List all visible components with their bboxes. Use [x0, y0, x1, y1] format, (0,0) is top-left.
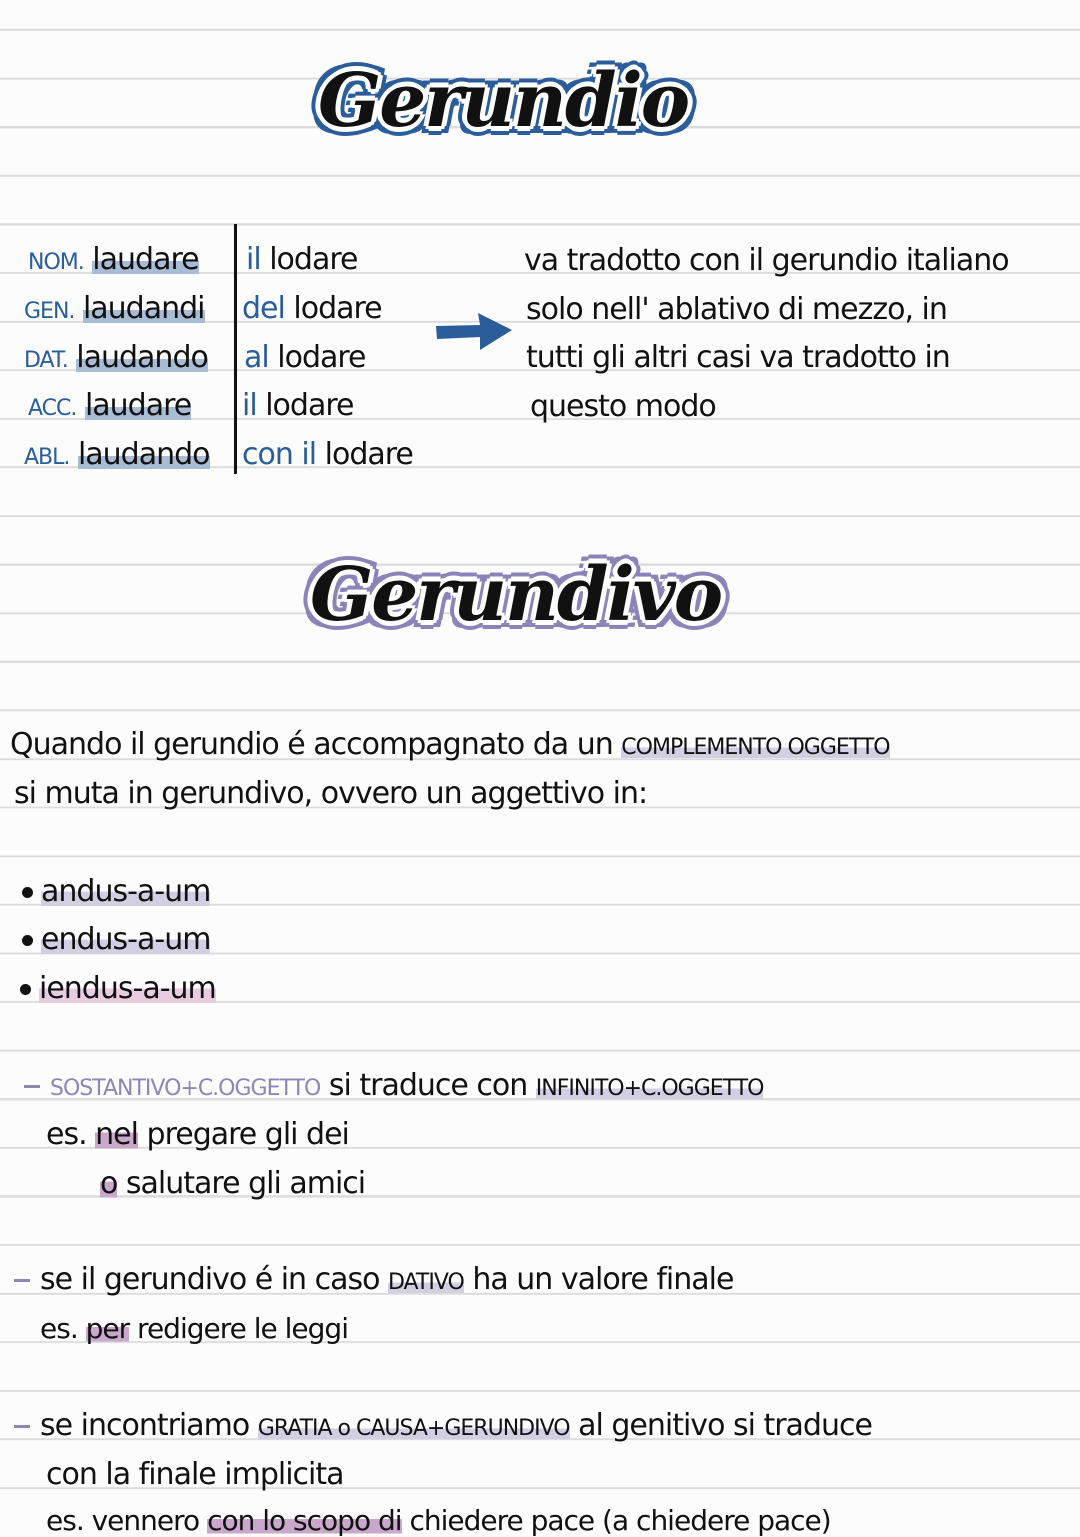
note-line: solo nell' ablativo di mezzo, in: [526, 292, 947, 327]
gerundivo-title: Gerundivo: [310, 552, 722, 638]
table-row: [28, 388, 191, 423]
table-row-italian: [242, 388, 353, 423]
example-highlight: per: [85, 1312, 130, 1345]
table-row: [24, 437, 210, 472]
example-text: pregare gli dei: [146, 1117, 349, 1152]
italian-verb: lodare: [324, 437, 413, 472]
rule-1-example-2: [100, 1166, 365, 1201]
table-row: [24, 340, 208, 375]
italian-verb: lodare: [293, 291, 382, 326]
rule-text: se il gerundivo é in caso: [40, 1262, 380, 1297]
note-line: va tradotto con il gerundio italiano: [524, 243, 1009, 278]
italian-article: il: [246, 242, 261, 277]
note-line: questo modo: [530, 389, 716, 424]
case-label: GEN.: [24, 299, 75, 324]
example-highlight: o: [100, 1166, 118, 1201]
ending-text: andus-a-um: [41, 874, 211, 909]
latin-form: laudando: [76, 340, 208, 375]
rule-2: [14, 1262, 733, 1297]
italian-article: al: [244, 340, 269, 375]
latin-form: laudare: [92, 242, 199, 277]
intro-line-2: si muta in gerundivo, ovvero un aggettivo in:: [14, 776, 648, 811]
table-row: [24, 291, 205, 326]
right-arrow-icon: [434, 310, 514, 356]
example-label: es.: [46, 1117, 87, 1152]
italian-verb: lodare: [265, 388, 354, 423]
intro-text: Quando il gerundio é accompagnato da un: [10, 727, 613, 762]
rule-highlight: INFINITO+C.OGGETTO: [535, 1076, 764, 1101]
dash-icon: [14, 1279, 30, 1282]
latin-form: laudando: [77, 437, 210, 472]
table-row-italian: [246, 242, 357, 277]
table-row: [28, 242, 199, 277]
rule-1-example: [46, 1117, 349, 1152]
example-label: es. vennero: [46, 1504, 200, 1537]
italian-article: del: [242, 291, 285, 326]
latin-form: laudare: [84, 388, 192, 423]
rule-3: [14, 1408, 872, 1443]
list-item: [20, 971, 216, 1006]
bullet-icon: [22, 935, 33, 946]
rule-3-line-2: con la finale implicita: [46, 1457, 344, 1492]
intro-highlight: COMPLEMENTO OGGETTO: [621, 735, 890, 760]
dash-icon: [14, 1425, 30, 1428]
rule-highlight: DATIVO: [388, 1270, 464, 1295]
table-divider: [234, 224, 237, 474]
note-line: tutti gli altri casi va tradotto in: [526, 340, 950, 375]
case-label: NOM.: [28, 250, 84, 275]
rule-highlight: GRATIA o CAUSA+GERUNDIVO: [257, 1416, 570, 1441]
italian-article: il: [242, 388, 257, 423]
case-label: ACC.: [28, 396, 77, 421]
example-highlight: nel: [95, 1117, 138, 1152]
rule-text: al genitivo si traduce: [578, 1408, 872, 1443]
ending-text: iendus-a-um: [39, 971, 216, 1006]
table-row-italian: [244, 340, 366, 375]
intro-line-1: [10, 727, 890, 762]
rule-3-example: [46, 1504, 831, 1537]
latin-form: laudandi: [82, 291, 205, 326]
italian-verb: lodare: [277, 340, 366, 375]
list-item: [22, 874, 210, 909]
rule-text: se incontriamo: [40, 1408, 250, 1443]
ending-text: endus-a-um: [41, 922, 211, 957]
bullet-icon: [20, 984, 31, 995]
example-label: es.: [40, 1312, 78, 1345]
case-label: ABL.: [24, 445, 70, 470]
rule-2-example: [40, 1312, 348, 1345]
gerundio-title: Gerundio: [318, 58, 689, 144]
bullet-icon: [22, 887, 33, 898]
example-text: salutare gli amici: [125, 1166, 366, 1201]
rule-1: [24, 1068, 763, 1103]
example-highlight: con lo scopo di: [207, 1504, 402, 1537]
italian-verb: lodare: [269, 242, 358, 277]
list-item: [22, 922, 210, 957]
rule-text: si traduce con: [328, 1068, 528, 1103]
dash-icon: [24, 1085, 40, 1088]
example-text: chiedere pace (a chiedere pace): [409, 1504, 831, 1537]
italian-article: con il: [242, 437, 317, 472]
table-row-italian: [242, 291, 382, 326]
table-row-italian: [242, 437, 413, 472]
rule-highlight: SOSTANTIVO+C.OGGETTO: [50, 1076, 321, 1101]
rule-text: ha un valore finale: [472, 1262, 734, 1297]
example-text: redigere le leggi: [137, 1312, 348, 1345]
case-label: DAT.: [24, 348, 68, 373]
